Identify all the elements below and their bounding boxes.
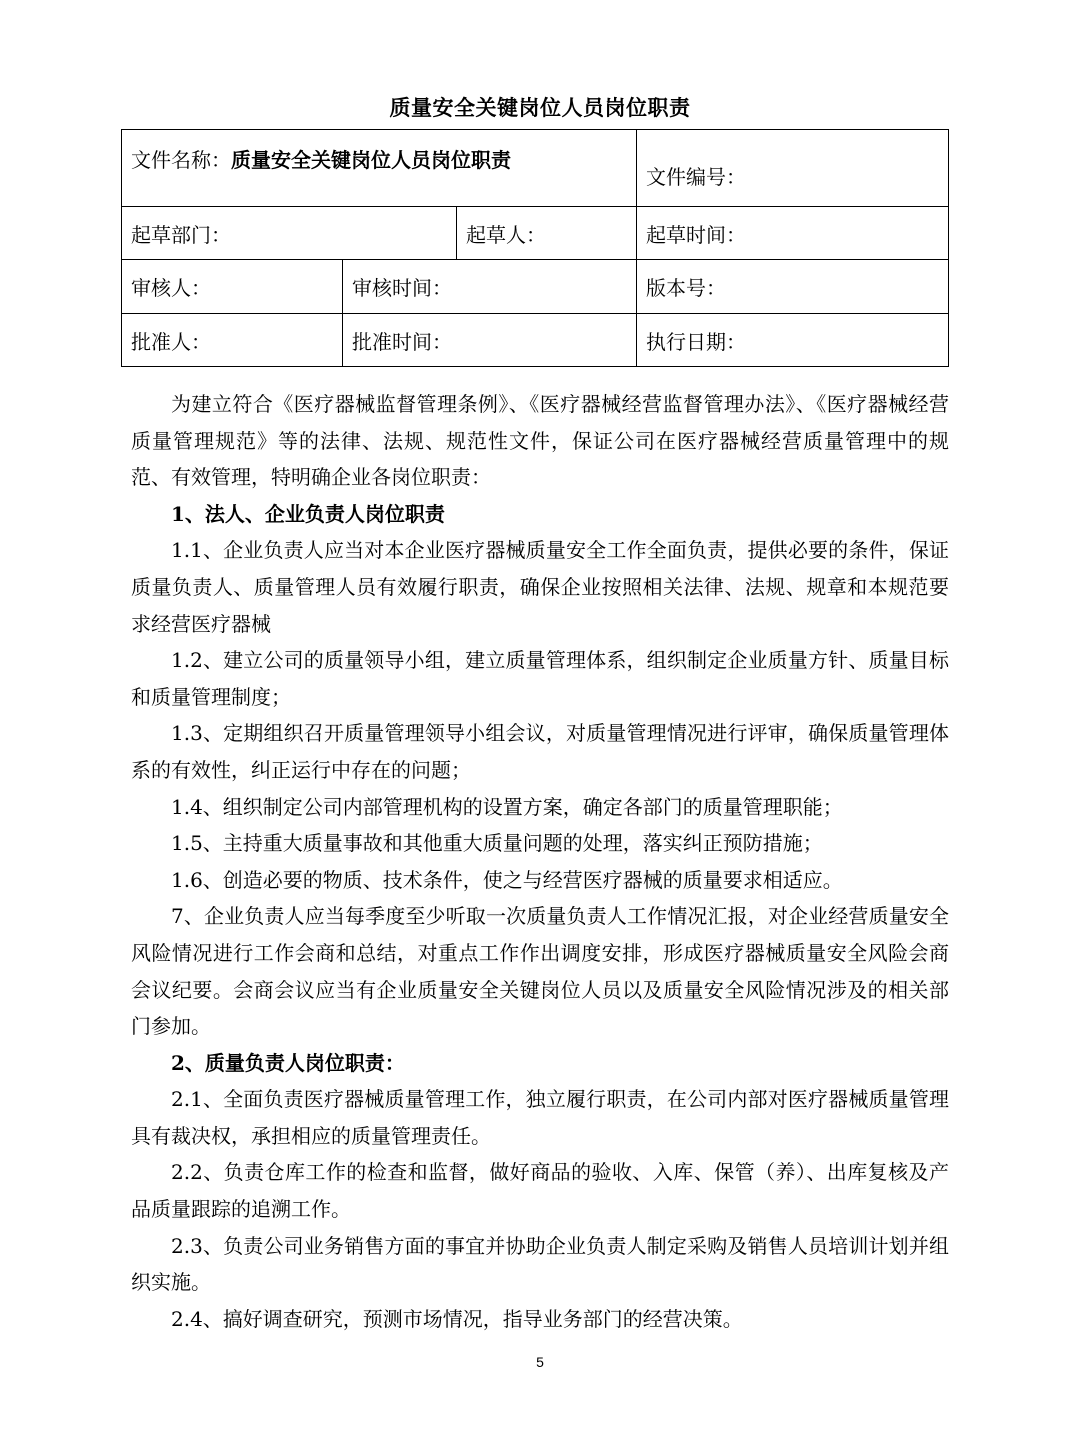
table-row xyxy=(122,130,949,207)
document-title: 质量安全关键岗位人员岗位职责 xyxy=(389,95,691,120)
review-time-cell xyxy=(343,260,637,314)
approver-cell xyxy=(122,314,343,367)
section-2-item-2-3: 2.3、负责公司业务销售方面的事宜并协助企业负责人制定采购及销售人员培训计划并组织实施。 xyxy=(131,1233,949,1295)
draft-department-label: 起草部门： xyxy=(131,222,231,247)
review-time-label: 审核时间： xyxy=(352,276,452,300)
version-label: 版本号： xyxy=(646,276,726,300)
document-body xyxy=(131,386,949,1337)
section-1-item-1-2: 1.2、建立公司的质量领导小组，建立质量管理体系，组织制定企业质量方针、质量目标和质量管理制度； xyxy=(131,648,949,709)
draft-time-label: 起草时间： xyxy=(646,222,746,247)
section-2-heading: 2、质量负责人岗位职责： xyxy=(171,1050,405,1075)
file-name-value: 质量安全关键岗位人员岗位职责 xyxy=(231,148,511,172)
section-2-item-2-2: 2.2、负责仓库工作的检查和监督，做好商品的验收、入库、保管（养）、出库复核及产品质量跟踪的追溯工作。 xyxy=(131,1160,949,1222)
approval-time-label: 批准时间： xyxy=(352,329,452,354)
version-cell xyxy=(637,260,949,314)
section-1-item-1-1: 1.1、企业负责人应当对本企业医疗器械质量安全工作全面负责，提供必要的条件，保证质量负责人、质量管理人员有效履行职责，确保企业按照相关法律、法规、规章和本规范要求经营医疗器械 xyxy=(131,538,949,636)
draft-department-cell xyxy=(122,207,457,260)
section-2-item-2-4: 2.4、搞好调查研究，预测市场情况，指导业务部门的经营决策。 xyxy=(171,1306,743,1331)
drafter-label: 起草人： xyxy=(466,222,546,247)
effective-date-label: 执行日期： xyxy=(646,329,746,354)
effective-date-cell xyxy=(637,314,949,367)
table-row xyxy=(122,207,949,260)
draft-time-cell xyxy=(637,207,949,260)
section-1-item-1-5: 1.5、主持重大质量事故和其他重大质量问题的处理，落实纠正预防措施； xyxy=(171,831,823,856)
file-number-label: 文件编号： xyxy=(646,164,746,189)
approver-label: 批准人： xyxy=(131,329,211,354)
file-number-cell xyxy=(637,130,949,207)
reviewer-cell xyxy=(122,260,343,314)
table-row xyxy=(122,314,949,367)
section-1-item-7: 7、企业负责人应当每季度至少听取一次质量负责人工作情况汇报，对企业经营质量安全风险情况进行工作会商和总结，对重点工作作出调度安排，形成医疗器械质量安全风险会商会议纪要。会商会议应当有企业质量安全关键岗位人员以及质量安全风险情况涉及的相关部门参加。 xyxy=(131,904,949,1039)
page-number: 5 xyxy=(536,1354,544,1370)
section-2-item-2-1: 2.1、全面负责医疗器械质量管理工作，独立履行职责，在公司内部对医疗器械质量管理具有裁决权，承担相应的质量管理责任。 xyxy=(131,1087,949,1148)
table-row xyxy=(122,260,949,314)
reviewer-label: 审核人： xyxy=(131,276,211,300)
drafter-cell xyxy=(457,207,637,260)
section-1-item-1-3: 1.3、定期组织召开质量管理领导小组会议，对质量管理情况进行评审，确保质量管理体系的有效性，纠正运行中存在的问题； xyxy=(131,721,949,782)
document-info-table xyxy=(121,129,949,367)
intro-paragraph: 为建立符合《医疗器械监督管理条例》、《医疗器械经营监督管理办法》、《医疗器械经营质量管理规范》等的法律、法规、规范性文件，保证公司在医疗器械经营质量管理中的规范、有效管理，特明确企业各岗位职责： xyxy=(131,392,949,490)
section-1-heading: 1、法人、企业负责人岗位职责 xyxy=(171,501,445,526)
file-name-label: 文件名称： xyxy=(131,148,231,172)
file-name-cell xyxy=(122,130,637,207)
section-1-item-1-4: 1.4、组织制定公司内部管理机构的设置方案，确定各部门的质量管理职能； xyxy=(171,794,843,819)
section-1-item-1-6: 1.6、创造必要的物质、技术条件，使之与经营医疗器械的质量要求相适应。 xyxy=(171,867,843,892)
approval-time-cell xyxy=(343,314,637,367)
